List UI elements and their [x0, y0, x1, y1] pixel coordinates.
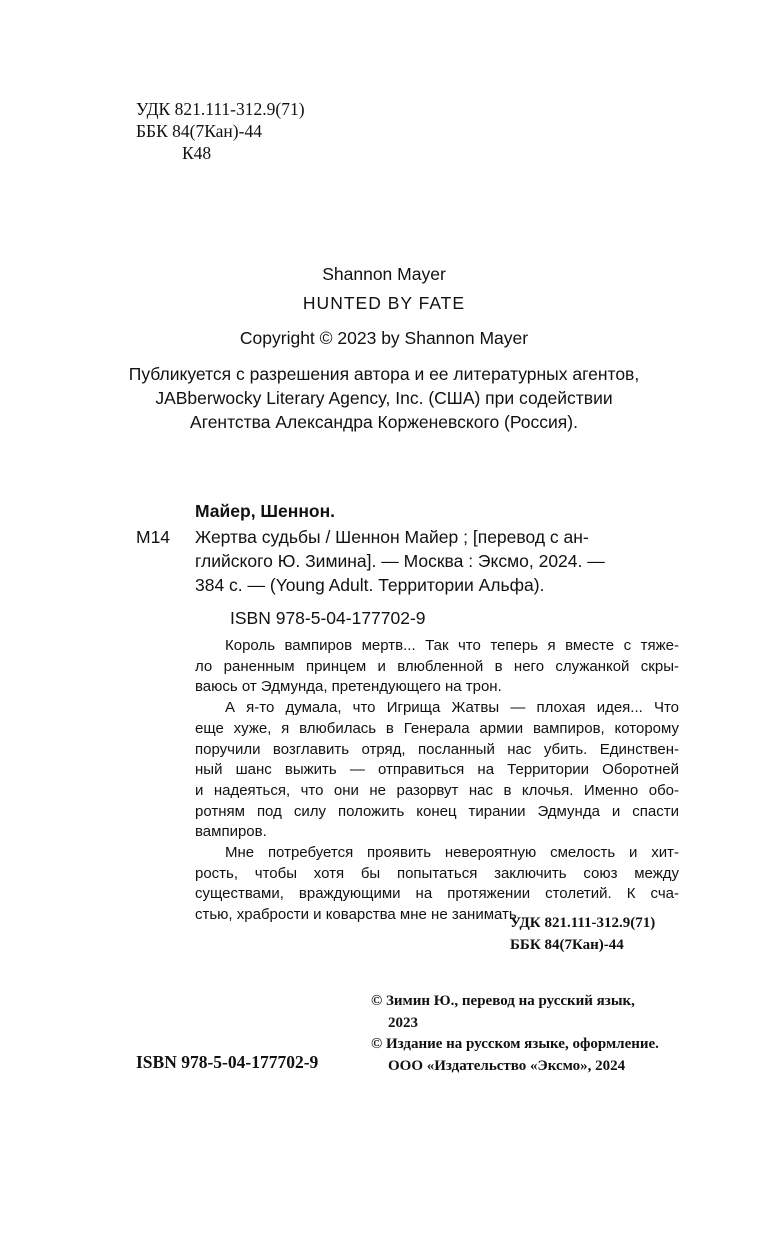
annotation-line: стью, храбрости и коварства мне не занимать...: [195, 906, 530, 924]
annotation-line: ваюсь от Эдмунда, претендующего на трон.: [195, 678, 502, 696]
annotation-line: вампиров.: [195, 823, 267, 841]
bib-line: 384 с. — (Young Adult. Территории Альфа).: [195, 575, 545, 595]
udk-code: УДК 821.111-312.9(71): [136, 99, 305, 119]
annotation-line: существами, враждующими на протяжении столетий. К сча-: [195, 885, 679, 903]
annotation-line: Мне потребуется проявить невероятную смелость и хит-: [225, 844, 679, 862]
translation-copyright: © Зимин Ю., перевод на русский язык,: [371, 993, 635, 1009]
original-author: Shannon Mayer: [322, 264, 446, 284]
original-copyright: Copyright © 2023 by Shannon Mayer: [239, 328, 529, 348]
bib-line: Жертва судьбы / Шеннон Майер ; [перевод с ан-: [195, 527, 589, 547]
permission-line: Агентства Александра Корженевского (Россия).: [190, 412, 578, 432]
bottom-isbn: ISBN 978-5-04-177702-9: [136, 1052, 319, 1072]
bib-line: глийского Ю. Зимина]. — Москва : Эксмо, 2024. —: [195, 551, 605, 571]
annotation-line: поручили возглавить отряд, посланный нас убить. Единствен-: [195, 740, 679, 758]
annotation-line: ротням под силу положить конец тирании Эдмунда и спасти: [195, 802, 679, 820]
annotation-line: А я-то думала, что Игрища Жатвы — плохая идея... Что: [225, 699, 679, 717]
annotation-line: и надеяться, что они не разорвут нас в клочья. Именно обо-: [195, 781, 679, 799]
annotation-line: еще хуже, я влюбилась в Генерала армии вампиров, которому: [195, 719, 679, 737]
annotation-line: ло раненным принцем и влюбленной в него служанкой скры-: [195, 657, 679, 675]
bbk-code: ББК 84(7Кан)-44: [136, 121, 262, 141]
bib-author-heading: Майер, Шеннон.: [195, 501, 336, 521]
original-title: HUNTED BY FATE: [302, 293, 466, 313]
permission-line: Публикуется с разрешения автора и ее литературных агентов,: [128, 364, 640, 384]
annotation-line: рость, чтобы хотя бы попытаться заключить союз между: [195, 864, 679, 882]
author-mark: К48: [182, 143, 212, 163]
publisher-copyright: ООО «Издательство «Эксмо», 2024: [388, 1058, 626, 1074]
permission-line: JABberwocky Literary Agency, Inc. (США) при содействии: [155, 388, 613, 408]
bib-mark: М14: [136, 527, 171, 547]
annotation-line: Король вампиров мертв... Так что теперь я вместе с тяже-: [225, 637, 679, 654]
bib-isbn: ISBN 978-5-04-177702-9: [230, 608, 426, 628]
annotation-paragraph: [195, 636, 679, 926]
bottom-bbk-code: ББК 84(7Кан)-44: [510, 937, 624, 953]
annotation-line: ный шанс выжить — отправиться на Территории Оборотней: [195, 761, 679, 779]
edition-copyright: © Издание на русском языке, оформление.: [371, 1036, 659, 1052]
translation-copyright-year: 2023: [388, 1015, 418, 1031]
bottom-udk-code: УДК 821.111-312.9(71): [510, 915, 656, 931]
